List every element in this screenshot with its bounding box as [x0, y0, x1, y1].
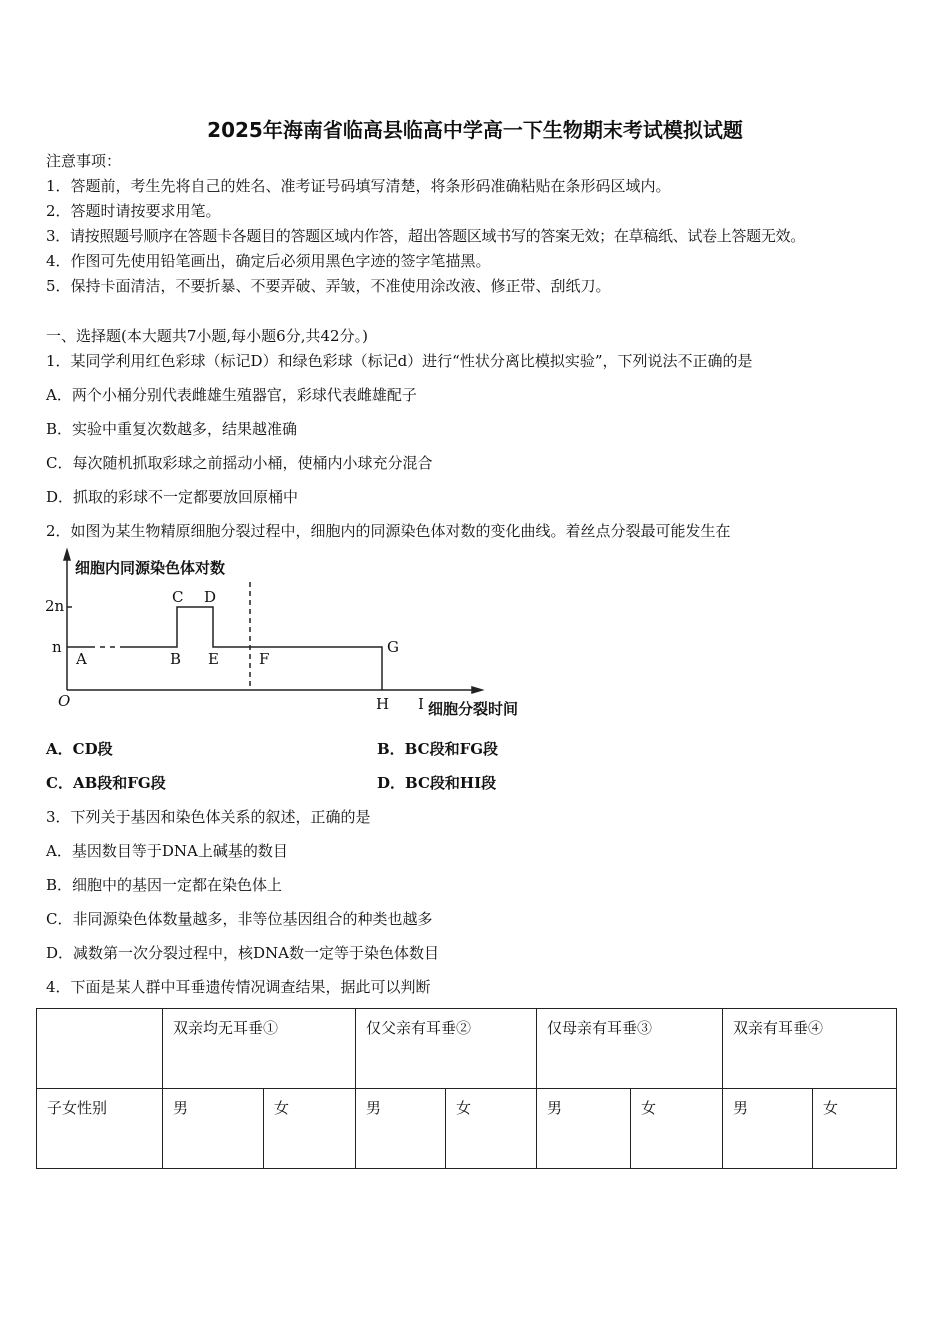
- row-label: 子女性别: [37, 1089, 163, 1169]
- note-item: 4．作图可先使用铅笔画出，确定后必须用黑色字迹的签字笔描黑。: [46, 252, 491, 270]
- table-header-cell: 双亲有耳垂④: [723, 1009, 897, 1089]
- point-f: F: [259, 650, 270, 668]
- table-header-cell: 仅父亲有耳垂②: [356, 1009, 537, 1089]
- point-a: A: [76, 650, 87, 668]
- note-item: 5．保持卡面清洁，不要折暴、不要弄破、弄皱，不准使用涂改液、修正带、刮纸刀。: [46, 277, 611, 295]
- notes-heading: 注意事项：: [46, 152, 122, 170]
- point-c: C: [172, 588, 184, 606]
- point-d: D: [204, 588, 217, 606]
- note-item: 2．答题时请按要求用笔。: [46, 202, 221, 220]
- q3-option-c: C．非同源染色体数量越多，非等位基因组合的种类也越多: [46, 910, 433, 928]
- table-cell: 女: [264, 1089, 356, 1169]
- q2-option-b: B．BC段和FG段: [377, 740, 499, 758]
- note-item: 1．答题前，考生先将自己的姓名、准考证号码填写清楚，将条形码准确粘贴在条形码区域内。: [46, 177, 671, 195]
- question-4-stem: 4．下面是某人群中耳垂遗传情况调查结果，据此可以判断: [46, 978, 431, 996]
- y-axis-arrow: [64, 550, 70, 560]
- table-header-cell: 双亲均无耳垂①: [163, 1009, 356, 1089]
- point-g: G: [387, 638, 399, 656]
- q2-option-a: A．CD段: [46, 740, 113, 758]
- note-item: 3．请按照题号顺序在答题卡各题目的答题区域内作答，超出答题区域书写的答案无效；在草稿纸、试卷上答题无效。: [46, 227, 805, 245]
- table-cell: 男: [163, 1089, 264, 1169]
- question-2-stem: 2．如图为某生物精原细胞分裂过程中，细胞内的同源染色体对数的变化曲线。着丝点分裂最可能发生在: [46, 522, 731, 540]
- question-1-stem: 1．某同学利用红色彩球（标记D）和绿色彩球（标记d）进行“性状分离比模拟实验”，下列说法不正确的是: [46, 352, 753, 370]
- x-axis-arrow: [472, 687, 482, 693]
- q2-option-d: D．BC段和HI段: [377, 774, 497, 792]
- q3-option-d: D．减数第一次分裂过程中，核DNA数一定等于染色体数目: [46, 944, 440, 962]
- point-b: B: [170, 650, 182, 668]
- table-cell: [37, 1009, 163, 1089]
- y-axis-label: 细胞内同源染色体对数: [75, 559, 226, 577]
- table-row: [37, 1089, 897, 1169]
- table-cell: 女: [813, 1089, 897, 1169]
- q3-option-b: B．细胞中的基因一定都在染色体上: [46, 876, 283, 894]
- curve-segment: [122, 607, 382, 690]
- q1-option-a: A．两个小桶分别代表雌雄生殖器官，彩球代表雌雄配子: [46, 386, 417, 404]
- y-tick-n: n: [52, 638, 62, 656]
- q3-option-a: A．基因数目等于DNA上碱基的数目: [46, 842, 288, 860]
- table-cell: 男: [723, 1089, 813, 1169]
- origin-label: O: [58, 692, 71, 710]
- table-cell: 女: [446, 1089, 537, 1169]
- point-h: H: [376, 695, 390, 713]
- table-cell: 男: [356, 1089, 446, 1169]
- point-i: I: [418, 695, 424, 713]
- q1-option-b: B．实验中重复次数越多，结果越准确: [46, 420, 298, 438]
- x-axis-label: 细胞分裂时间: [428, 700, 519, 718]
- y-tick-2n: 2n: [45, 597, 65, 615]
- table-cell: 女: [631, 1089, 723, 1169]
- q1-option-c: C．每次随机抓取彩球之前摇动小桶，使桶内小球充分混合: [46, 454, 433, 472]
- point-e: E: [208, 650, 219, 668]
- q2-option-c: C．AB段和FG段: [46, 774, 166, 792]
- section-heading: 一、选择题(本大题共7小题,每小题6分,共42分。): [46, 327, 368, 345]
- page-title: 2025年海南省临高县临高中学高一下生物期末考试模拟试题: [207, 118, 743, 142]
- question-3-stem: 3．下列关于基因和染色体关系的叙述，正确的是: [46, 808, 371, 826]
- table-cell: 男: [537, 1089, 631, 1169]
- table-header-row: [37, 1009, 897, 1089]
- q1-option-d: D．抓取的彩球不一定都要放回原桶中: [46, 488, 299, 506]
- table-header-cell: 仅母亲有耳垂③: [537, 1009, 723, 1089]
- earlobe-survey-table: [36, 1008, 897, 1169]
